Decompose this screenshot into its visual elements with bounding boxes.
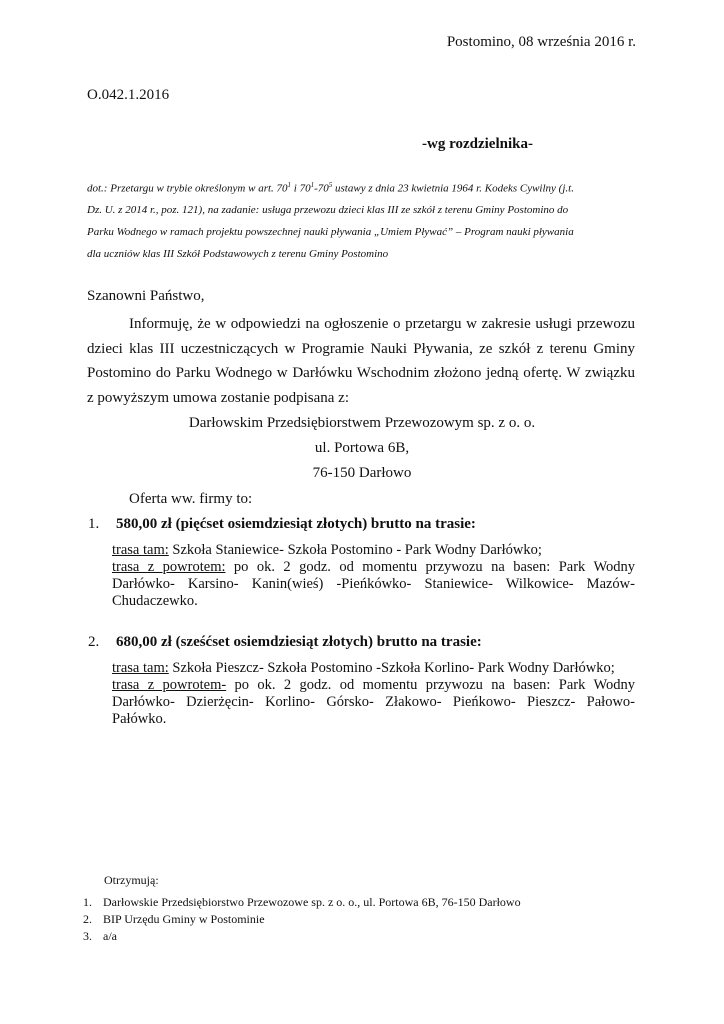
recipients-heading: Otrzymują: bbox=[104, 873, 159, 887]
place-date: Postomino, 08 września 2016 r. bbox=[446, 34, 636, 50]
paragraph-line-2: dzieci klas III uczestniczących w Programie Nauki Pływania, ze szkół z terenu Gminy bbox=[87, 341, 635, 357]
subject-line-3: Parku Wodnego w ramach projektu powszechnej nauki pływania „Umiem Pływać” – Program nauki pływania bbox=[87, 226, 574, 238]
recipient-item: 2. BIP Urzędu Gminy w Postominie bbox=[83, 912, 265, 926]
offer-2-route-back-3: Pałówko. bbox=[112, 711, 167, 727]
distribution-note: -wg rozdzielnika- bbox=[422, 136, 533, 152]
recipient-item: 1. Darłowskie Przedsiębiorstwo Przewozowe sp. z o. o., ul. Portowa 6B, 76-150 Darłowo bbox=[83, 895, 521, 909]
subject-line-1: dot.: Przetargu w trybie określonym w art. $70^1$ i $70^1-70^5$ ustawy z dnia 23 kwietnia 1964 r. Kodeks Cywilny (j.t. bbox=[87, 181, 574, 195]
offer-2-title: 2. 680,00 zł (sześćset osiemdziesiąt złotych) brutto na trasie: bbox=[88, 634, 482, 650]
paragraph-line-3: Postomino do Parku Wodnego w Darłówku Wschodnim złożono jedną ofertę. W związku bbox=[87, 365, 635, 381]
paragraph-line-1: Informuję, że w odpowiedzi na ogłoszenie o przetargu w zakresie usługi przewozu bbox=[129, 316, 635, 332]
offer-1-route-back-3: Chudaczewko. bbox=[112, 593, 198, 609]
offer-1-route-back-1: trasa z powrotem: po ok. 2 godz. od momentu przywozu na basen: Park Wodny bbox=[112, 559, 635, 575]
offer-1-title: 1. 580,00 zł (pięćset osiemdziesiąt złotych) brutto na trasie: bbox=[88, 516, 476, 532]
offer-2-route-there: trasa tam: Szkoła Pieszcz- Szkoła Postomino -Szkoła Korlino- Park Wodny Darłówko; bbox=[112, 660, 615, 676]
subject-line-2: Dz. U. z 2014 r., poz. 121), na zadanie: usługa przewozu dzieci klas III ze szkół z terenu Gminy Postomino do bbox=[87, 204, 569, 216]
offer-intro: Oferta ww. firmy to: bbox=[129, 491, 253, 507]
company-city: 76-150 Darłowo bbox=[312, 465, 412, 481]
company-street: ul. Portowa 6B, bbox=[314, 440, 410, 456]
paragraph-line-4: z powyższym umowa zostanie podpisana z: bbox=[87, 390, 350, 406]
greeting: Szanowni Państwo, bbox=[87, 288, 205, 304]
offer-1-route-back-2: Darłówko- Karsino- Kanin(wieś) -Pieńkówko- Staniewice- Wilkowice- Mazów- bbox=[112, 576, 635, 592]
company-name: Darłowskim Przedsiębiorstwem Przewozowym sp. z o. o. bbox=[188, 415, 536, 431]
offer-2-route-back-1: trasa z powrotem- po ok. 2 godz. od momentu przywozu na basen: Park Wodny bbox=[112, 677, 635, 693]
subject-line-4: dla uczniów klas III Szkół Podstawowych z terenu Gminy Postomino bbox=[87, 248, 389, 260]
offer-1-route-there: trasa tam: Szkoła Staniewice- Szkoła Postomino - Park Wodny Darłówko; bbox=[112, 542, 542, 558]
reference-number: O.042.1.2016 bbox=[87, 87, 170, 103]
offer-2-route-back-2: Darłówko- Dzierżęcin- Korlino- Górsko- Złakowo- Pieńkowo- Pieszcz- Pałowo- bbox=[112, 694, 635, 710]
recipient-item: 3. a/a bbox=[83, 929, 117, 943]
